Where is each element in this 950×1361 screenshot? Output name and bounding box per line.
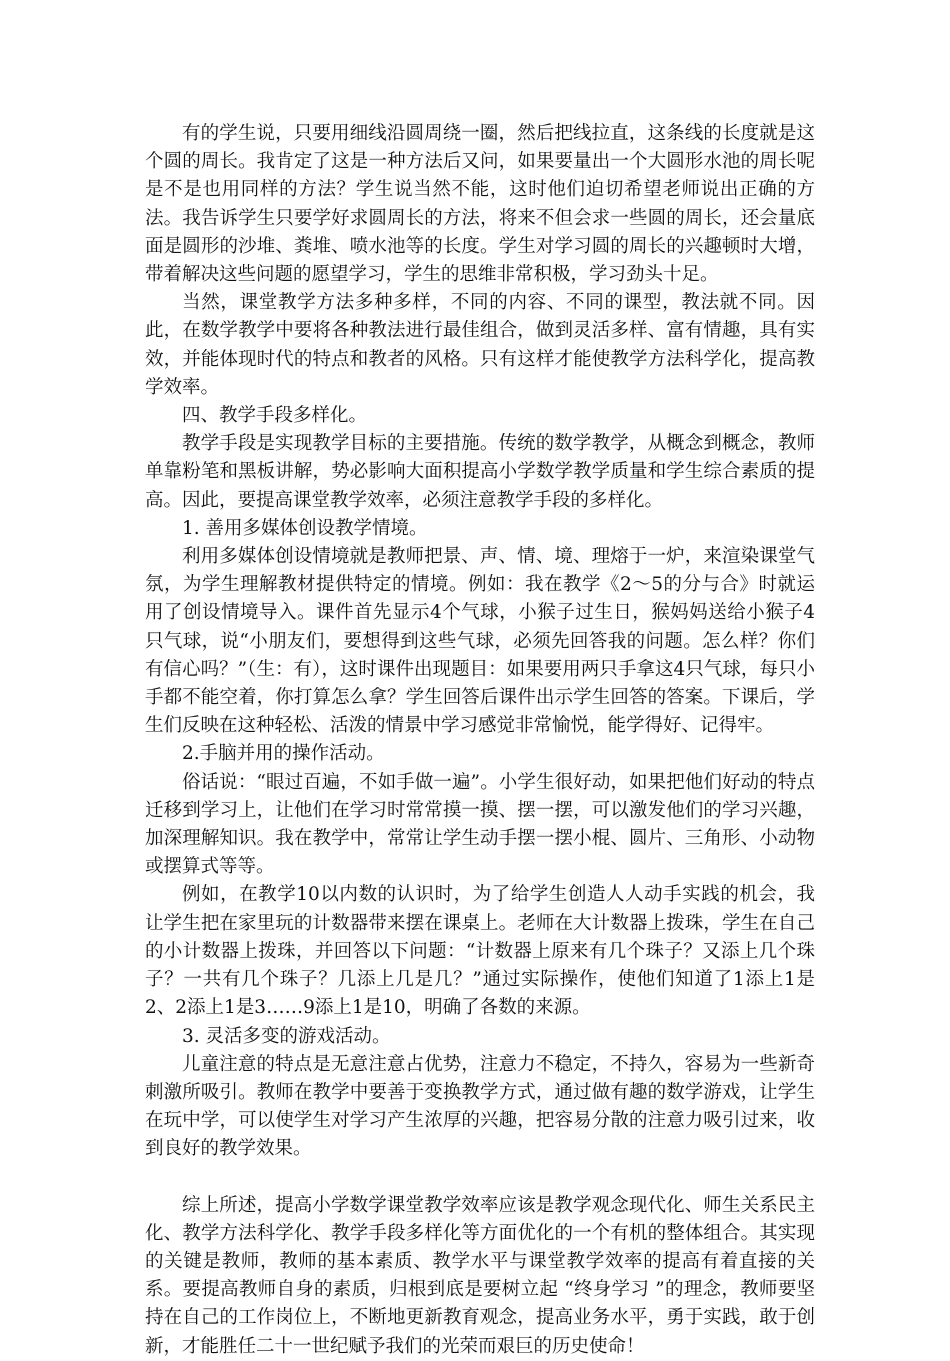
paragraph-teaching-methods: 当然，课堂教学方法多种多样，不同的内容、不同的课型，教法就不同。因此，在数学教学中要将各种教法进行最佳组合，做到灵活多样、富有情趣，具有实效，并能体现时代的特点和教者的风格。只有这样才能使教学方法科学化，提高教学效率。 <box>145 292 815 398</box>
blank-line <box>145 1164 815 1192</box>
paragraph-multimedia: 利用多媒体创设情境就是教师把景、声、情、境、理熔于一炉，来渲染课堂气氛，为学生理解教材提供特定的情境。例如：我在教学《2～5的分与合》时就运用了创设情境导入。课件首先显示4个气球，小猴子过生日，猴妈妈送给小猴子4只气球，说“小朋友们，要想得到这些气球，必须先回答我的问题。怎么样？你们有信心吗？”（生：有），这时课件出现题目：如果要用两只手拿这4只气球，每只小手都不能空着，你打算怎么拿？学生回答后课件出示学生回答的答案。下课后，学生们反映在这种轻松、活泼的情景中学习感觉非常愉悦，能学得好、记得牢。 <box>145 546 815 737</box>
subheading-3: 3. 灵活多变的游戏活动。 <box>182 1025 391 1047</box>
paragraph-games: 儿童注意的特点是无意注意占优势，注意力不稳定，不持久，容易为一些新奇刺激所吸引。教师在教学中要善于变换教学方式，通过做有趣的数学游戏，让学生在玩中学，可以使学生对学习产生浓厚的兴趣，把容易分散的注意力吸引过来，收到良好的教学效果。 <box>145 1053 815 1160</box>
paragraph-hands-on: 俗话说：“眼过百遍，不如手做一遍”。小学生很好动，如果把他们好动的特点迁移到学习上，让他们在学习时常常摸一摸、摆一摆，可以激发他们的学习兴趣，加深理解知识。我在教学中，常常让学生动手摆一摆小棍、圆片、三角形、小动物或摆算式等等。 <box>145 771 815 878</box>
subheading-1: 1. 善用多媒体创设教学情境。 <box>182 517 428 539</box>
document-body <box>145 120 815 1361</box>
paragraph-teaching-means: 教学手段是实现教学目标的主要措施。传统的数学教学，从概念到概念，教师单靠粉笔和黑板讲解，势必影响大面积提高小学数学教学质量和学生综合素质的提高。因此，要提高课堂教学效率，必须注意教学手段的多样化。 <box>145 433 815 511</box>
paragraph-conclusion: 综上所述，提高小学数学课堂教学效率应该是教学观念现代化、师生关系民主化、教学方法科学化、教学手段多样化等方面优化的一个有机的整体组合。其实现的关键是教师，教师的基本素质、教学水平与课堂教学效率的提高有着直接的关系。要提高教师自身的素质，归根到底是要树立起 “终身学习 ”的理念，教师要坚持在自己的工作岗位上，不断地更新教育观念，提高业务水平，勇于实践，敢于创新，才能胜任二十一世纪赋予我们的光荣而艰巨的历史使命！ <box>145 1194 815 1357</box>
subheading-2: 2.手脑并用的操作活动。 <box>182 743 385 765</box>
paragraph-circle-perimeter: 有的学生说，只要用细线沿圆周绕一圈，然后把线拉直，这条线的长度就是这个圆的周长。我肯定了这是一种方法后又问，如果要量出一个大圆形水池的周长呢是不是也用同样的方法？学生说当然不能，这时他们迫切希望老师说出正确的方法。我告诉学生只要学好求圆周长的方法，将来不但会求一些圆的周长，还会量底面是圆形的沙堆、粪堆、喷水池等的长度。学生对学习圆的周长的兴趣顿时大增，带着解决这些问题的愿望学习，学生的思维非常积极，学习劲头十足。 <box>145 123 815 286</box>
section-heading-4: 四、教学手段多样化。 <box>182 405 368 427</box>
paragraph-counter-example: 例如，在教学10以内数的认识时，为了给学生创造人人动手实践的机会，我让学生把在家里玩的计数器带来摆在课桌上。老师在大计数器上拨珠，学生在自己的小计数器上拨珠，并回答以下问题：“计数器上原来有几个珠子？又添上几个珠子？一共有几个珠子？几添上几是几？”通过实际操作，使他们知道了1添上1是2、2添上1是3……9添上1是10，明确了各数的来源。 <box>145 884 815 1019</box>
